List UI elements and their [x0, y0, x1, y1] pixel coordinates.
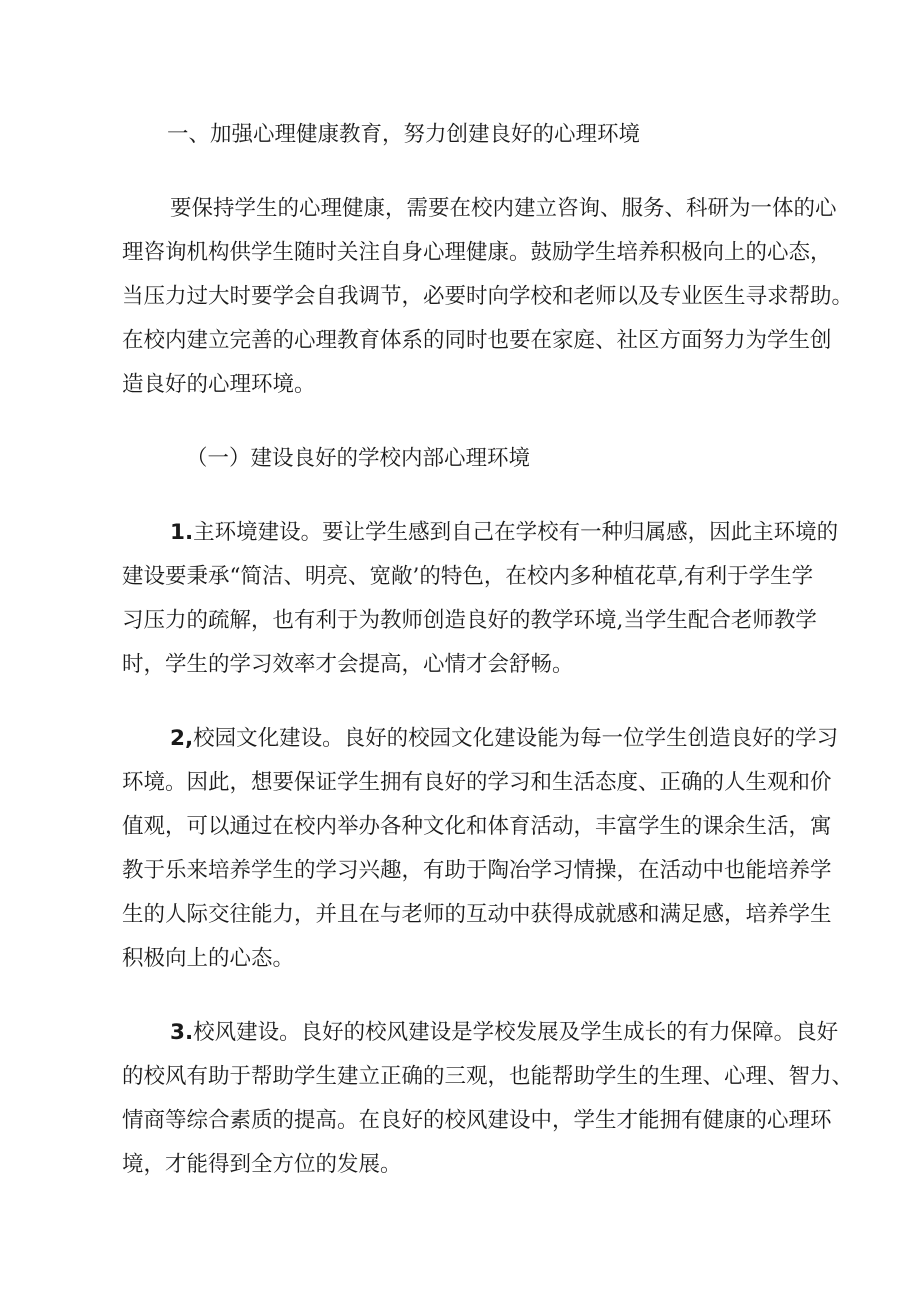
paragraph-line — [160, 717, 839, 761]
paragraph-line: 在校内建立完善的心理教育体系的同时也要在家庭、社区方面努力为学生创 — [122, 328, 832, 353]
item-text: 主环境建设。要让学生感到自己在学校有一种归属感，因此主环境的 — [193, 520, 839, 545]
paragraph-intro — [122, 187, 854, 407]
item-number: 1. — [170, 520, 194, 545]
paragraph-line: 要保持学生的心理健康，需要在校内建立咨询、服务、科研为一体的心 — [170, 196, 837, 221]
item-text: 校园文化建设。良好的校园文化建设能为每一位学生创造良好的学习 — [193, 726, 839, 751]
item-number: 3. — [170, 1020, 194, 1045]
list-item-1 — [122, 511, 839, 687]
paragraph-line: 值观，可以通过在校内举办各种文化和体育活动，丰富学生的课余生活，寓 — [122, 814, 832, 839]
list-item-2 — [122, 717, 839, 981]
paragraph-line — [160, 1011, 839, 1055]
sub-heading: （一）建设良好的学校内部心理环境 — [186, 446, 531, 471]
paragraph-line: 时，学生的学习效率才会提高，心情才会舒畅。 — [122, 652, 574, 677]
paragraph-line: 造良好的心理环境。 — [122, 372, 316, 397]
list-item-3 — [122, 1011, 854, 1187]
paragraph-line: 境，才能得到全方位的发展。 — [122, 1152, 402, 1177]
paragraph-line: 建设要秉承“简洁、明亮、宽敞’的特色，在校内多种植花草,有利于学生学 — [122, 564, 814, 589]
paragraph-line: 情商等综合素质的提高。在良好的校风建设中，学生才能拥有健康的心理环 — [122, 1108, 832, 1133]
paragraph-line: 的校风有助于帮助学生建立正确的三观，也能帮助学生的生理、心理、智力、 — [122, 1064, 854, 1089]
paragraph-line: 当压力过大时要学会自我调节，必要时向学校和老师以及专业医生寻求帮助。 — [122, 284, 854, 309]
item-text: 校风建设。良好的校风建设是学校发展及学生成长的有力保障。良好 — [193, 1020, 839, 1045]
paragraph-line: 环境。因此，想要保证学生拥有良好的学习和生活态度、正确的人生观和价 — [122, 770, 832, 795]
paragraph-line — [160, 511, 839, 555]
paragraph-line: 积极向上的心态。 — [122, 946, 295, 971]
paragraph-line: 教于乐来培养学生的学习兴趣，有助于陶冶学习情操，在活动中也能培养学 — [122, 858, 832, 883]
paragraph-line: 生的人际交往能力，并且在与老师的互动中获得成就感和满足感，培养学生 — [122, 902, 832, 927]
section-heading: 一、加强心理健康教育，努力创建良好的心理环境 — [167, 122, 641, 147]
item-number: 2, — [170, 726, 194, 751]
paragraph-line: 理咨询机构供学生随时关注自身心理健康。鼓励学生培养积极向上的心态， — [122, 240, 832, 265]
paragraph-line: 习压力的疏解，也有利于为教师创造良好的教学环境,当学生配合老师教学 — [122, 608, 817, 633]
